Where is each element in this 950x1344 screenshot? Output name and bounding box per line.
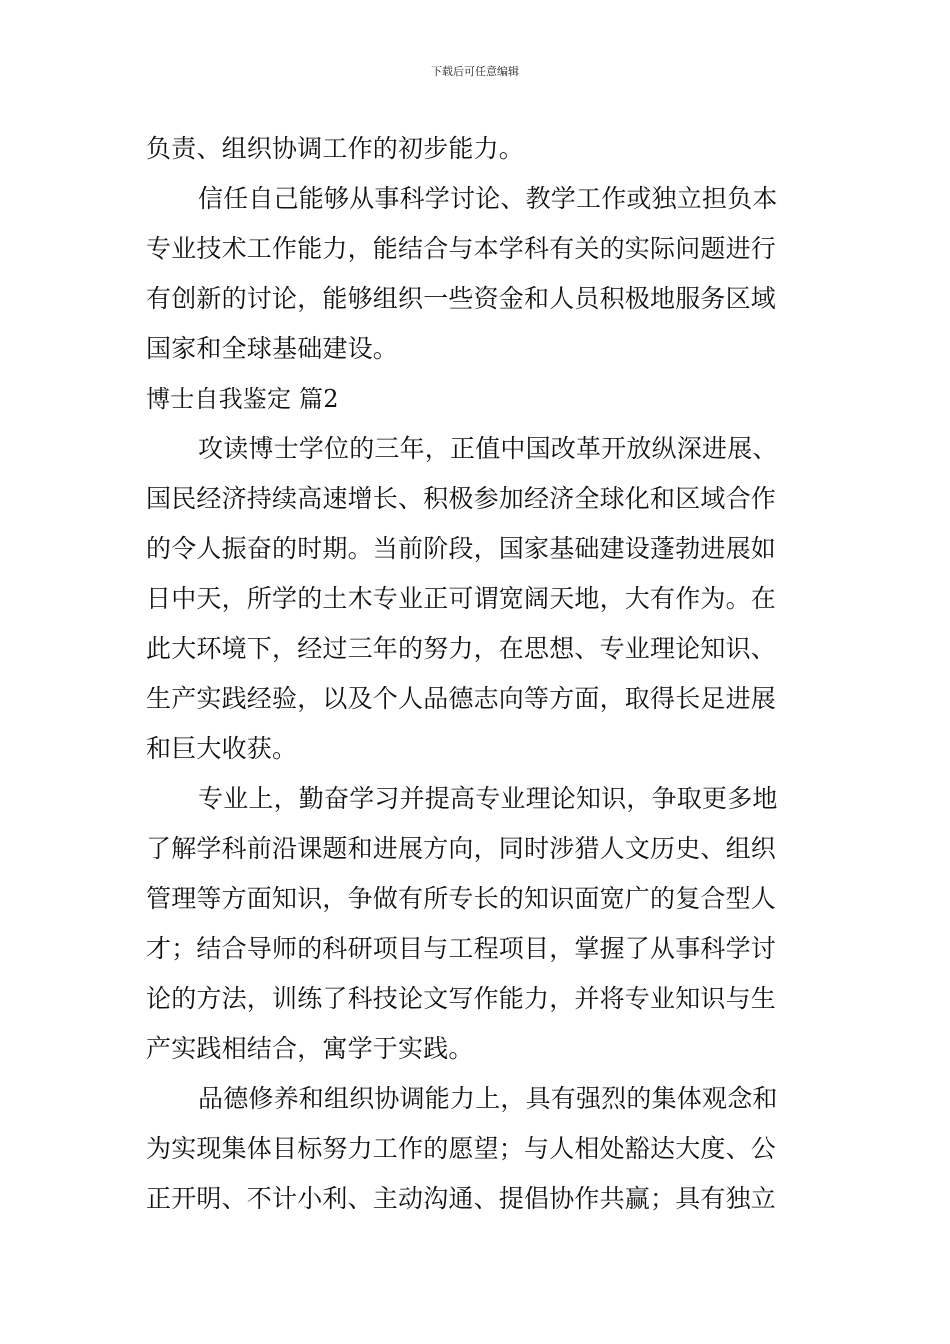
paragraph-line: 的令人振奋的时期。当前阶段，国家基础建设蓬勃进展如 (146, 534, 777, 563)
section-heading: 博士自我鉴定 篇2 (146, 385, 339, 413)
paragraph-line: 管理等方面知识，争做有所专长的知识面宽广的复合型人 (146, 884, 777, 913)
paragraph-line: 负责、组织协调工作的初步能力。 (146, 134, 525, 163)
document-body (146, 124, 806, 1224)
paragraph-line: 信任自己能够从事科学讨论、教学工作或独立担负本 (198, 184, 778, 213)
paragraph-line: 有创新的讨论，能够组织一些资金和人员积极地服务区域 (146, 284, 777, 313)
paragraph-line: 正开明、不计小利、主动沟通、提倡协作共赢；具有独立 (146, 1184, 777, 1213)
paragraph-line: 日中天，所学的土木专业正可谓宽阔天地，大有作为。在 (146, 584, 777, 613)
paragraph-line: 产实践相结合，寓学于实践。 (146, 1034, 474, 1063)
paragraph-line: 和巨大收获。 (146, 734, 298, 763)
paragraph-line: 品德修养和组织协调能力上，具有强烈的集体观念和 (198, 1084, 778, 1113)
paragraph-line: 为实现集体目标努力工作的愿望；与人相处豁达大度、公 (146, 1134, 777, 1163)
paragraph-line: 了解学科前沿课题和进展方向，同时涉猎人文历史、组织 (146, 834, 777, 863)
paragraph-line: 论的方法，训练了科技论文写作能力，并将专业知识与生 (146, 984, 777, 1013)
paragraph-line: 国家和全球基础建设。 (146, 334, 399, 363)
paragraph-line: 专业技术工作能力，能结合与本学科有关的实际问题进行 (146, 234, 777, 263)
paragraph-line: 攻读博士学位的三年，正值中国改革开放纵深进展、 (198, 434, 778, 463)
paragraph-line: 专业上，勤奋学习并提高专业理论知识，争取更多地 (198, 784, 778, 813)
paragraph-line: 生产实践经验，以及个人品德志向等方面，取得长足进展 (146, 684, 777, 713)
page-header: 下载后可任意编辑 (431, 65, 519, 78)
paragraph-line: 才；结合导师的科研项目与工程项目，掌握了从事科学讨 (146, 934, 777, 963)
paragraph-line: 国民经济持续高速增长、积极参加经济全球化和区域合作 (146, 484, 777, 513)
paragraph-line: 此大环境下，经过三年的努力，在思想、专业理论知识、 (146, 634, 777, 663)
